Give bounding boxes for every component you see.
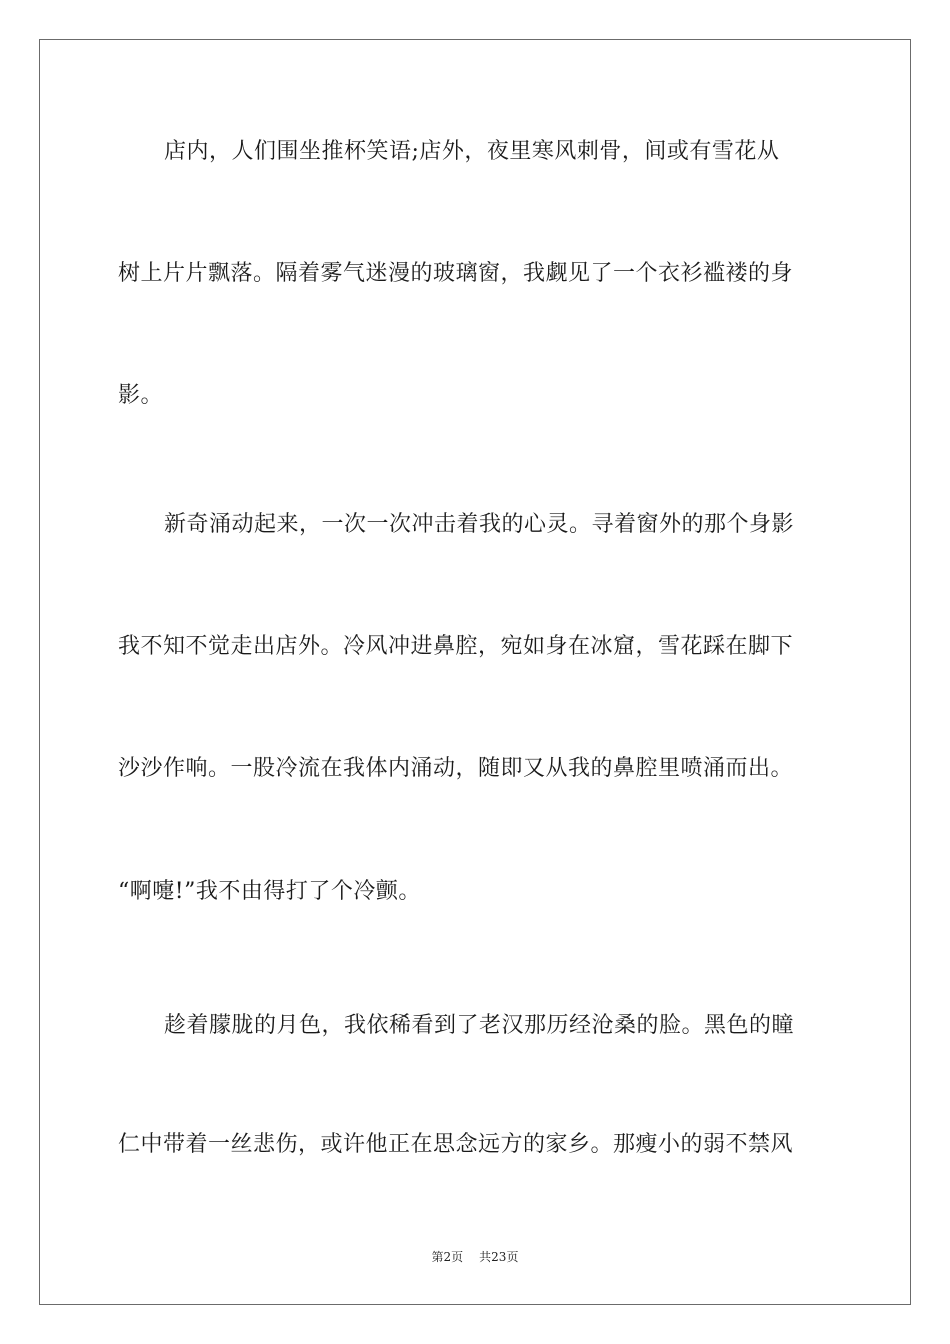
paragraph-2-line-2: 我不知不觉走出店外。冷风冲进鼻腔，宛如身在冰窟，雪花踩在脚下 (118, 634, 794, 659)
paragraph-1-line-1: 店内，人们围坐推杯笑语;店外，夜里寒风刺骨，间或有雪花从 (164, 139, 780, 164)
paragraph-3-line-2: 仁中带着一丝悲伤，或许他正在思念远方的家乡。那瘦小的弱不禁风 (118, 1132, 794, 1157)
page-footer (0, 1248, 950, 1265)
paragraph-2-line-4: “啊嚏!”我不由得打了个冷颤。 (118, 879, 421, 904)
paragraph-1-line-2: 树上片片飘落。隔着雾气迷漫的玻璃窗，我觑见了一个衣衫褴褛的身 (118, 261, 794, 286)
paragraph-2-line-1: 新奇涌动起来，一次一次冲击着我的心灵。寻着窗外的那个身影 (164, 512, 795, 537)
paragraph-3-line-1: 趁着朦胧的月色，我依稀看到了老汉那历经沧桑的脸。黑色的瞳 (164, 1013, 795, 1038)
page-number: 第2页 (431, 1250, 464, 1264)
paragraph-1-line-3: 影。 (118, 383, 164, 408)
total-pages: 共23页 (479, 1250, 519, 1264)
page-border (39, 39, 911, 1305)
paragraph-2-line-3: 沙沙作响。一股冷流在我体内涌动，随即又从我的鼻腔里喷涌而出。 (118, 756, 794, 781)
